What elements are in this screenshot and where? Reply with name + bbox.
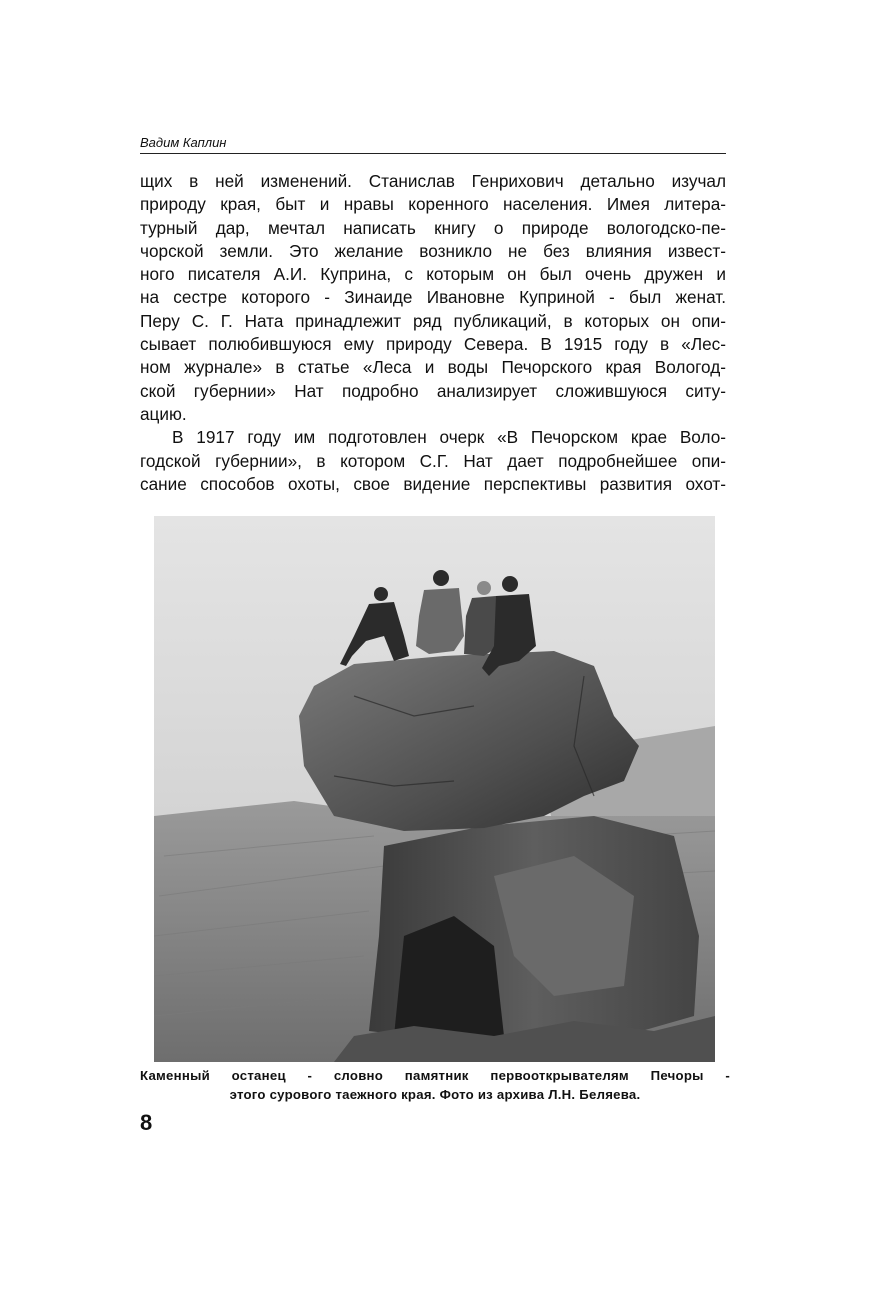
caption-line: Каменный останец - словно памятник первооткрывателям Печоры - [140,1068,730,1083]
text-line: природу края, быт и нравы коренного населения. Имея литера- [140,194,726,215]
text-line: на сестре которого - Зинаиде Ивановне Куприной - был женат. [140,287,726,308]
text-line: турный дар, мечтал написать книгу о природе вологодско-пе- [140,217,726,238]
page-number: 8 [140,1110,153,1135]
text-line: ного писателя А.И. Куприна, с которым он был очень дружен и [140,264,726,285]
paragraph [140,426,726,496]
body-text [140,170,726,496]
text-line: чорской земли. Это желание возникло не без влияния извест- [140,240,726,261]
caption-line: этого сурового таежного края. Фото из архива Л.Н. Беляева. [229,1087,641,1102]
running-head [140,134,726,154]
photo-rock-outcrop [154,516,715,1062]
text-line: ацию. [140,403,187,424]
text-line: ской губернии» Нат подробно анализирует сложившуюся ситу- [140,380,726,401]
figure-caption [140,1066,730,1104]
text-line: сание способов охоты, свое видение перспективы развития охот- [140,473,726,494]
text-line: Перу С. Г. Ната принадлежит ряд публикаций, в которых он опи- [140,310,726,331]
text-line: щих в ней изменений. Станислав Генрихович детально изучал [140,171,726,191]
author-name: Вадим Каплин [140,135,227,150]
text-line: сывает полюбившуюся ему природу Севера. В 1915 году в «Лес- [140,334,726,355]
paragraph [140,170,726,426]
text-line: В 1917 году им подготовлен очерк «В Печорском крае Воло- [172,427,726,448]
text-line: годской губернии», в котором С.Г. Нат дает подробнейшее опи- [140,450,726,471]
text-line: ном журнале» в статье «Леса и воды Печорского края Вологод- [140,357,726,378]
